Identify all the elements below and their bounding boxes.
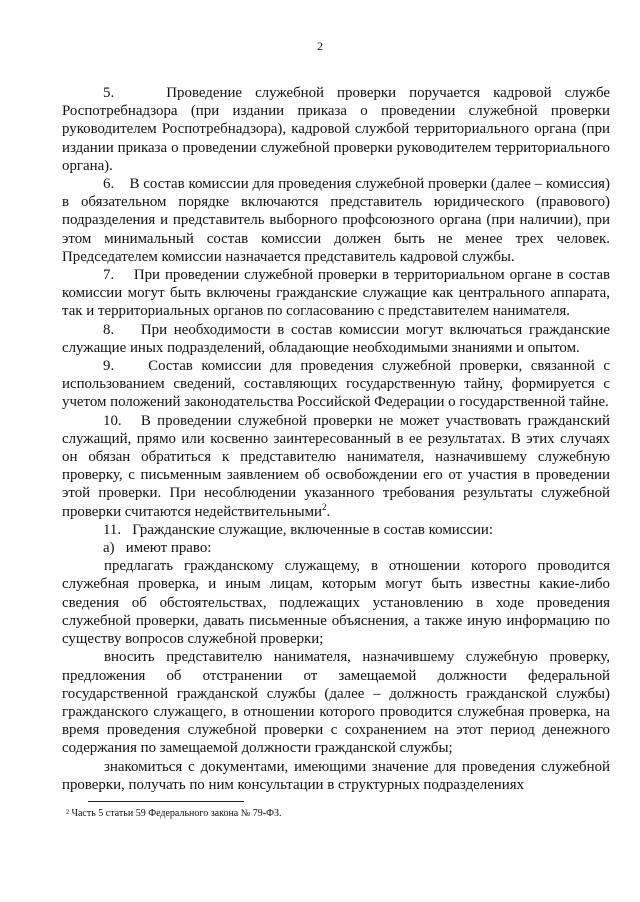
document-body bbox=[62, 84, 610, 794]
paragraph-11-a-item-1: предлагать гражданскому служащему, в отношении которого проводится служебная проверка, и иным лицам, которым могут быть известны какие-либо сведения об обстоятельствах, подлежащих установлению в ходе проведения служебной проверки, давать письменные объяснения, а также иную информацию по существу вопросов служебной проверки; bbox=[62, 558, 610, 648]
footnote: ² Часть 5 статьи 59 Федерального закона № 79-ФЗ. bbox=[66, 808, 282, 819]
paragraph-9: 9. Состав комиссии для проведения служебной проверки, связанной с использованием сведений, составляющих государственную тайну, формируется с учетом положений законодательства Российской Федерации о государственной тайне. bbox=[62, 358, 610, 411]
paragraph-11-a-item-2: вносить представителю нанимателя, назначившему служебную проверку, предложения об отстранении от замещаемой должности федеральной государственной гражданской службы (далее – должность гражданской службы) гражданского служащего, в отношении которого проводится служебная проверка, на время проведения служебной проверки с сохранением на этот период денежного содержания по замещаемой должности гражданской службы; bbox=[62, 649, 610, 757]
page-number: 2 bbox=[317, 39, 323, 53]
paragraph-5: 5. Проведение служебной проверки поручается кадровой службе Роспотребнадзора (при издании приказа о проведении служебной проверки руководителем Роспотребнадзора), кадровой службой территориального органа (при издании приказа о проведении служебной проверки руководителем территориального органа). bbox=[62, 85, 610, 174]
paragraph-11-a: а) имеют право: bbox=[103, 540, 212, 557]
paragraph-11-a-item-3: знакомиться с документами, имеющими значение для проведения служебной проверки, получать по ним консультации в структурных подразделениях bbox=[62, 758, 610, 793]
paragraph-10 bbox=[62, 412, 610, 521]
footnote-divider bbox=[88, 801, 244, 802]
paragraph-6: 6. В состав комиссии для проведения служебной проверки (далее – комиссия) в обязательном порядке включаются представитель юридического (правового) подразделения и представитель выборного профсоюзного органа (при наличии), при этом минимальный состав комиссии должен быть не менее трех человек. Председателем комиссии назначается представитель кадровой службы. bbox=[62, 176, 610, 265]
paragraph-8: 8. При необходимости в состав комиссии могут включаться гражданские служащие иных подразделений, обладающие необходимыми знаниями и опытом. bbox=[62, 321, 610, 356]
paragraph-10-end: . bbox=[326, 503, 331, 520]
footnote-reference: 2 bbox=[322, 501, 327, 512]
paragraph-11: 11. Гражданские служащие, включенные в состав комиссии: bbox=[103, 521, 494, 538]
paragraph-10-text: 10. В проведении служебной проверки не может участвовать гражданский служащий, прямо или косвенно заинтересованный в ее результатах. В этих случаях он обязан обратиться к представителю нанимателя, назначившему служебную проверку, с письменным заявлением об освобождении его от участия в проведении этой проверки. При несоблюдении указанного требования результаты служебной проверки считаются недействительными bbox=[62, 412, 610, 520]
paragraph-7: 7. При проведении служебной проверки в территориальном органе в состав комиссии могут быть включены гражданские служащие как центрального аппарата, так и территориальных органов по согласованию с представителем нанимателя. bbox=[62, 267, 610, 320]
